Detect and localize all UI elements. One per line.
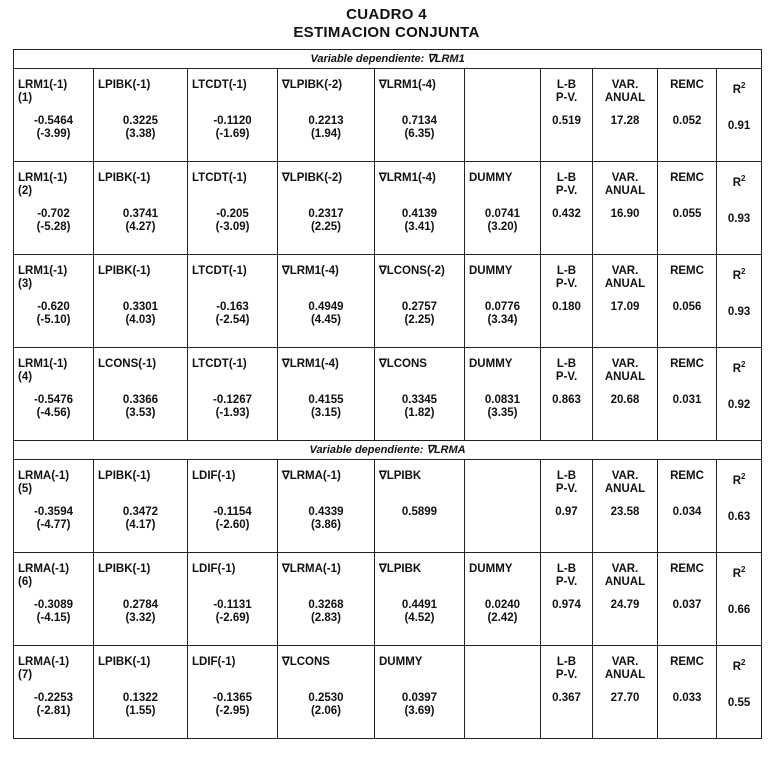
lb-pvalue-cell xyxy=(541,646,593,739)
cell-header: ∇LRM1(-4) xyxy=(282,265,339,277)
section-label: Variable dependiente: ∇LRMA xyxy=(14,441,762,460)
superscript: 2 xyxy=(741,360,746,369)
coefficient: 0.037 xyxy=(672,599,702,611)
t-statistic: (1.94) xyxy=(310,128,342,140)
var-anual-cell xyxy=(593,348,658,441)
coefficient: 0.63 xyxy=(727,510,751,523)
coefficient: 0.432 xyxy=(552,208,581,220)
cell-header: LDIF(-1) xyxy=(192,563,236,575)
t-statistic: (4.52) xyxy=(404,612,435,624)
cell-header: LPIBK(-1) xyxy=(98,563,151,575)
estimation-row xyxy=(14,162,762,255)
cell-header: DUMMY xyxy=(469,265,513,277)
coefficient: 0.93 xyxy=(727,305,751,318)
regressor-6-cell xyxy=(465,348,541,441)
cell-header: LPIBK(-1) xyxy=(98,172,151,184)
t-statistic: (4.27) xyxy=(125,221,156,233)
coefficient: 0.4155 xyxy=(308,394,344,406)
regressor-5-cell xyxy=(375,460,465,553)
cell-header: L-B P-V. xyxy=(555,172,578,197)
superscript: 2 xyxy=(741,81,746,90)
cell-header: ∇LPIBK(-2) xyxy=(282,79,343,91)
var-anual-cell xyxy=(593,646,658,739)
cell-header: ∇LPIBK(-2) xyxy=(282,172,343,184)
coefficient: 0.3472 xyxy=(122,506,159,518)
coefficient: 0.7134 xyxy=(401,115,438,127)
remc-cell xyxy=(658,255,717,348)
section-header xyxy=(14,50,762,69)
coefficient: 0.4139 xyxy=(401,208,438,220)
coefficient: 0.3268 xyxy=(308,599,344,611)
cell-header: L-B P-V. xyxy=(555,79,578,104)
coefficient: 0.4949 xyxy=(308,301,344,313)
coefficient: 0.4491 xyxy=(401,599,438,611)
cell-header: ∇LRMA(-1) xyxy=(282,470,341,482)
regressor-5-cell xyxy=(375,162,465,255)
cell-header: REMC xyxy=(670,265,704,277)
regressor-4-cell xyxy=(278,348,375,441)
t-statistic: (2.83) xyxy=(310,612,342,624)
coefficient: -0.3089 xyxy=(33,599,73,611)
t-statistic: (2.25) xyxy=(310,221,342,233)
estimation-row xyxy=(14,348,762,441)
coefficient: -0.702 xyxy=(37,208,70,220)
t-statistic: (-3.09) xyxy=(215,221,250,233)
cell-header: L-B P-V. xyxy=(555,656,578,681)
coefficient: 0.034 xyxy=(672,506,702,518)
regressor-6-cell xyxy=(465,646,541,739)
cell-header: LDIF(-1) xyxy=(192,656,236,668)
regressor-lag-cell xyxy=(14,162,94,255)
estimation-row xyxy=(14,553,762,646)
remc-cell xyxy=(658,348,717,441)
coefficient: 0.97 xyxy=(555,506,578,518)
coefficient: -0.2253 xyxy=(33,692,73,704)
t-statistic: (-4.77) xyxy=(36,519,71,531)
t-statistic: (-1.69) xyxy=(215,128,250,140)
coefficient: -0.205 xyxy=(216,208,249,220)
regressor-lag-cell xyxy=(14,553,94,646)
regressor-2-cell xyxy=(94,553,188,646)
cell-header: LRM1(-1) (3) xyxy=(18,265,68,290)
coefficient: 23.58 xyxy=(610,506,640,518)
superscript: 2 xyxy=(741,174,746,183)
t-statistic: (-5.10) xyxy=(36,314,71,326)
regressor-2-cell xyxy=(94,460,188,553)
var-anual-cell xyxy=(593,553,658,646)
r-squared-cell xyxy=(717,162,762,255)
r-squared-cell xyxy=(717,69,762,162)
t-statistic: (2.06) xyxy=(310,705,342,717)
cell-header: REMC xyxy=(670,470,704,482)
regressor-2-cell xyxy=(94,348,188,441)
regressor-3-cell xyxy=(188,348,278,441)
var-anual-cell xyxy=(593,460,658,553)
cell-header: L-B P-V. xyxy=(555,470,578,495)
coefficient: -0.1365 xyxy=(212,692,252,704)
lb-pvalue-cell xyxy=(541,162,593,255)
t-statistic: (1.55) xyxy=(125,705,156,717)
t-statistic: (-1.93) xyxy=(215,407,250,419)
t-statistic: (3.53) xyxy=(125,407,156,419)
remc-cell xyxy=(658,553,717,646)
regressor-5-cell xyxy=(375,255,465,348)
regressor-6-cell xyxy=(465,460,541,553)
lb-pvalue-cell xyxy=(541,348,593,441)
cell-header: ∇LRMA(-1) xyxy=(282,563,341,575)
coefficient: 0.031 xyxy=(672,394,702,406)
estimation-table xyxy=(13,49,762,739)
estimation-row xyxy=(14,255,762,348)
r-squared-cell xyxy=(717,460,762,553)
t-statistic: (3.34) xyxy=(487,314,518,326)
t-statistic: (3.41) xyxy=(404,221,435,233)
t-statistic: (-2.81) xyxy=(36,705,71,717)
coefficient: 0.3345 xyxy=(401,394,438,406)
cell-header: L-B P-V. xyxy=(555,563,578,588)
remc-cell xyxy=(658,69,717,162)
coefficient: 0.2530 xyxy=(308,692,344,704)
regressor-5-cell xyxy=(375,553,465,646)
regressor-lag-cell xyxy=(14,69,94,162)
t-statistic: (6.35) xyxy=(404,128,435,140)
coefficient: 0.3741 xyxy=(122,208,159,220)
lb-pvalue-cell xyxy=(541,69,593,162)
regressor-6-cell xyxy=(465,162,541,255)
coefficient: 0.974 xyxy=(552,599,581,611)
coefficient: 0.4339 xyxy=(308,506,344,518)
superscript: 2 xyxy=(741,565,746,574)
coefficient: 0.0831 xyxy=(484,394,521,406)
regressor-4-cell xyxy=(278,69,375,162)
cell-header: REMC xyxy=(670,563,704,575)
t-statistic: (2.42) xyxy=(487,612,518,624)
coefficient: 0.052 xyxy=(672,115,702,127)
coefficient: 0.66 xyxy=(727,603,751,616)
cell-header: ∇LPIBK xyxy=(379,470,422,482)
cell-header: VAR. ANUAL xyxy=(604,358,646,383)
coefficient: 0.5899 xyxy=(401,506,438,518)
regressor-2-cell xyxy=(94,162,188,255)
cell-header: VAR. ANUAL xyxy=(604,172,646,197)
cell-header: DUMMY xyxy=(469,563,513,575)
cell-header: ∇LRM1(-4) xyxy=(379,79,436,91)
cell-header: LRMA(-1) (7) xyxy=(18,656,70,681)
regressor-6-cell xyxy=(465,255,541,348)
coefficient: 0.033 xyxy=(672,692,702,704)
coefficient: 0.863 xyxy=(552,394,581,406)
cell-header: ∇LRM1(-4) xyxy=(379,172,436,184)
regressor-lag-cell xyxy=(14,255,94,348)
cell-header: VAR. ANUAL xyxy=(604,470,646,495)
r-squared-cell xyxy=(717,255,762,348)
coefficient: 0.3366 xyxy=(122,394,159,406)
coefficient: -0.1120 xyxy=(213,115,252,127)
cell-header: VAR. ANUAL xyxy=(604,563,646,588)
t-statistic: (3.35) xyxy=(487,407,518,419)
cell-header: LCONS(-1) xyxy=(98,358,157,370)
coefficient: -0.5476 xyxy=(33,394,73,406)
cell-header: L-B P-V. xyxy=(555,358,578,383)
cell-header: LRMA(-1) (6) xyxy=(18,563,70,588)
coefficient: -0.5464 xyxy=(33,115,73,127)
regressor-3-cell xyxy=(188,553,278,646)
remc-cell xyxy=(658,162,717,255)
regressor-4-cell xyxy=(278,553,375,646)
r-squared-cell xyxy=(717,348,762,441)
regressor-lag-cell xyxy=(14,646,94,739)
cell-header: ∇LCONS xyxy=(282,656,330,668)
cell-header: $R^2$ xyxy=(732,81,746,96)
t-statistic: (4.03) xyxy=(125,314,156,326)
cell-header: LRMA(-1) (5) xyxy=(18,470,70,495)
regressor-lag-cell xyxy=(14,348,94,441)
regressor-2-cell xyxy=(94,646,188,739)
r-squared-cell xyxy=(717,646,762,739)
regressor-3-cell xyxy=(188,255,278,348)
estimation-row xyxy=(14,646,762,739)
cell-header: LRM1(-1) (4) xyxy=(18,358,68,383)
lb-pvalue-cell xyxy=(541,255,593,348)
coefficient: -0.3594 xyxy=(33,506,73,518)
cell-header: ∇LRM1(-4) xyxy=(282,358,339,370)
cell-header: REMC xyxy=(670,79,704,91)
cell-header: $R^2$ xyxy=(732,174,746,189)
t-statistic: (3.20) xyxy=(487,221,518,233)
superscript: 2 xyxy=(741,267,746,276)
regressor-2-cell xyxy=(94,255,188,348)
coefficient: 0.519 xyxy=(552,115,581,127)
section-header xyxy=(14,441,762,460)
coefficient: 0.2213 xyxy=(308,115,344,127)
cell-header: VAR. ANUAL xyxy=(604,79,646,104)
regressor-4-cell xyxy=(278,460,375,553)
coefficient: 17.28 xyxy=(610,115,640,127)
cell-header: $R^2$ xyxy=(732,658,746,673)
coefficient: 27.70 xyxy=(610,692,640,704)
coefficient: 0.180 xyxy=(552,301,581,313)
coefficient: 0.2317 xyxy=(308,208,344,220)
cell-header: ∇LCONS(-2) xyxy=(379,265,445,277)
coefficient: -0.1267 xyxy=(212,394,252,406)
cell-header: REMC xyxy=(670,172,704,184)
regressor-3-cell xyxy=(188,646,278,739)
regressor-lag-cell xyxy=(14,460,94,553)
lb-pvalue-cell xyxy=(541,460,593,553)
coefficient: -0.1154 xyxy=(213,506,252,518)
t-statistic: (4.45) xyxy=(310,314,342,326)
section-label: Variable dependiente: ∇LRM1 xyxy=(14,50,762,69)
coefficient: 0.3301 xyxy=(122,301,159,313)
coefficient: 0.0776 xyxy=(484,301,521,313)
cell-header: VAR. ANUAL xyxy=(604,656,646,681)
cell-header: DUMMY xyxy=(379,656,423,668)
coefficient: 0.2784 xyxy=(122,599,159,611)
superscript: 2 xyxy=(741,658,746,667)
cell-header: LRM1(-1) (1) xyxy=(18,79,68,104)
coefficient: 17.09 xyxy=(610,301,640,313)
regressor-4-cell xyxy=(278,162,375,255)
cell-header: REMC xyxy=(670,358,704,370)
coefficient: 24.79 xyxy=(610,599,640,611)
coefficient: -0.1131 xyxy=(213,599,252,611)
cell-header: ∇LPIBK xyxy=(379,563,422,575)
var-anual-cell xyxy=(593,162,658,255)
lb-pvalue-cell xyxy=(541,553,593,646)
t-statistic: (3.15) xyxy=(310,407,342,419)
coefficient: 0.0240 xyxy=(484,599,521,611)
coefficient: 0.91 xyxy=(727,119,751,132)
cell-header: VAR. ANUAL xyxy=(604,265,646,290)
table-subtitle: ESTIMACION CONJUNTA xyxy=(293,24,480,41)
table-title: CUADRO 4 xyxy=(346,6,427,23)
cell-header: LTCDT(-1) xyxy=(192,79,247,91)
coefficient: 0.0741 xyxy=(484,208,521,220)
coefficient: 0.2757 xyxy=(401,301,438,313)
coefficient: 0.93 xyxy=(727,212,751,225)
coefficient: -0.163 xyxy=(216,301,249,313)
cell-header: LTCDT(-1) xyxy=(192,358,247,370)
coefficient: 0.055 xyxy=(672,208,702,220)
coefficient: 20.68 xyxy=(610,394,640,406)
t-statistic: (-2.95) xyxy=(215,705,250,717)
cell-header: LTCDT(-1) xyxy=(192,172,247,184)
cell-header: LRM1(-1) (2) xyxy=(18,172,68,197)
cell-header: LPIBK(-1) xyxy=(98,265,151,277)
cell-header: $R^2$ xyxy=(732,472,746,487)
cell-header: $R^2$ xyxy=(732,360,746,375)
cell-header: DUMMY xyxy=(469,358,513,370)
cell-header: L-B P-V. xyxy=(555,265,578,290)
t-statistic: (-4.56) xyxy=(36,407,71,419)
t-statistic: (3.69) xyxy=(404,705,435,717)
cell-header: REMC xyxy=(670,656,704,668)
coefficient: -0.620 xyxy=(37,301,70,313)
cell-header: $R^2$ xyxy=(732,565,746,580)
t-statistic: (-2.69) xyxy=(215,612,250,624)
cell-header: LDIF(-1) xyxy=(192,470,236,482)
regressor-6-cell xyxy=(465,69,541,162)
t-statistic: (3.32) xyxy=(125,612,156,624)
t-statistic: (-3.99) xyxy=(36,128,71,140)
cell-header: LTCDT(-1) xyxy=(192,265,247,277)
cell-header: $R^2$ xyxy=(732,267,746,282)
t-statistic: (-2.60) xyxy=(215,519,250,531)
estimation-row xyxy=(14,69,762,162)
coefficient: 0.55 xyxy=(727,696,751,709)
remc-cell xyxy=(658,460,717,553)
t-statistic: (4.17) xyxy=(125,519,156,531)
remc-cell xyxy=(658,646,717,739)
t-statistic: (2.25) xyxy=(404,314,435,326)
regressor-3-cell xyxy=(188,69,278,162)
regressor-6-cell xyxy=(465,553,541,646)
regressor-4-cell xyxy=(278,646,375,739)
regressor-5-cell xyxy=(375,348,465,441)
coefficient: 0.3225 xyxy=(122,115,159,127)
cell-header: ∇LCONS xyxy=(379,358,427,370)
t-statistic: (-4.15) xyxy=(36,612,71,624)
t-statistic: (3.86) xyxy=(310,519,342,531)
regressor-5-cell xyxy=(375,646,465,739)
t-statistic: (1.82) xyxy=(404,407,435,419)
cell-header: LPIBK(-1) xyxy=(98,79,151,91)
regressor-5-cell xyxy=(375,69,465,162)
coefficient: 0.367 xyxy=(552,692,581,704)
r-squared-cell xyxy=(717,553,762,646)
regressor-3-cell xyxy=(188,162,278,255)
cell-header: LPIBK(-1) xyxy=(98,656,151,668)
var-anual-cell xyxy=(593,69,658,162)
coefficient: 0.1322 xyxy=(122,692,159,704)
regressor-2-cell xyxy=(94,69,188,162)
coefficient: 0.056 xyxy=(672,301,702,313)
cell-header: DUMMY xyxy=(469,172,513,184)
t-statistic: (-5.28) xyxy=(36,221,71,233)
var-anual-cell xyxy=(593,255,658,348)
regressor-4-cell xyxy=(278,255,375,348)
superscript: 2 xyxy=(741,472,746,481)
coefficient: 0.0397 xyxy=(401,692,438,704)
t-statistic: (3.38) xyxy=(125,128,156,140)
coefficient: 0.92 xyxy=(727,398,751,411)
coefficient: 16.90 xyxy=(610,208,640,220)
t-statistic: (-2.54) xyxy=(215,314,250,326)
regressor-3-cell xyxy=(188,460,278,553)
estimation-row xyxy=(14,460,762,553)
cell-header: LPIBK(-1) xyxy=(98,470,151,482)
